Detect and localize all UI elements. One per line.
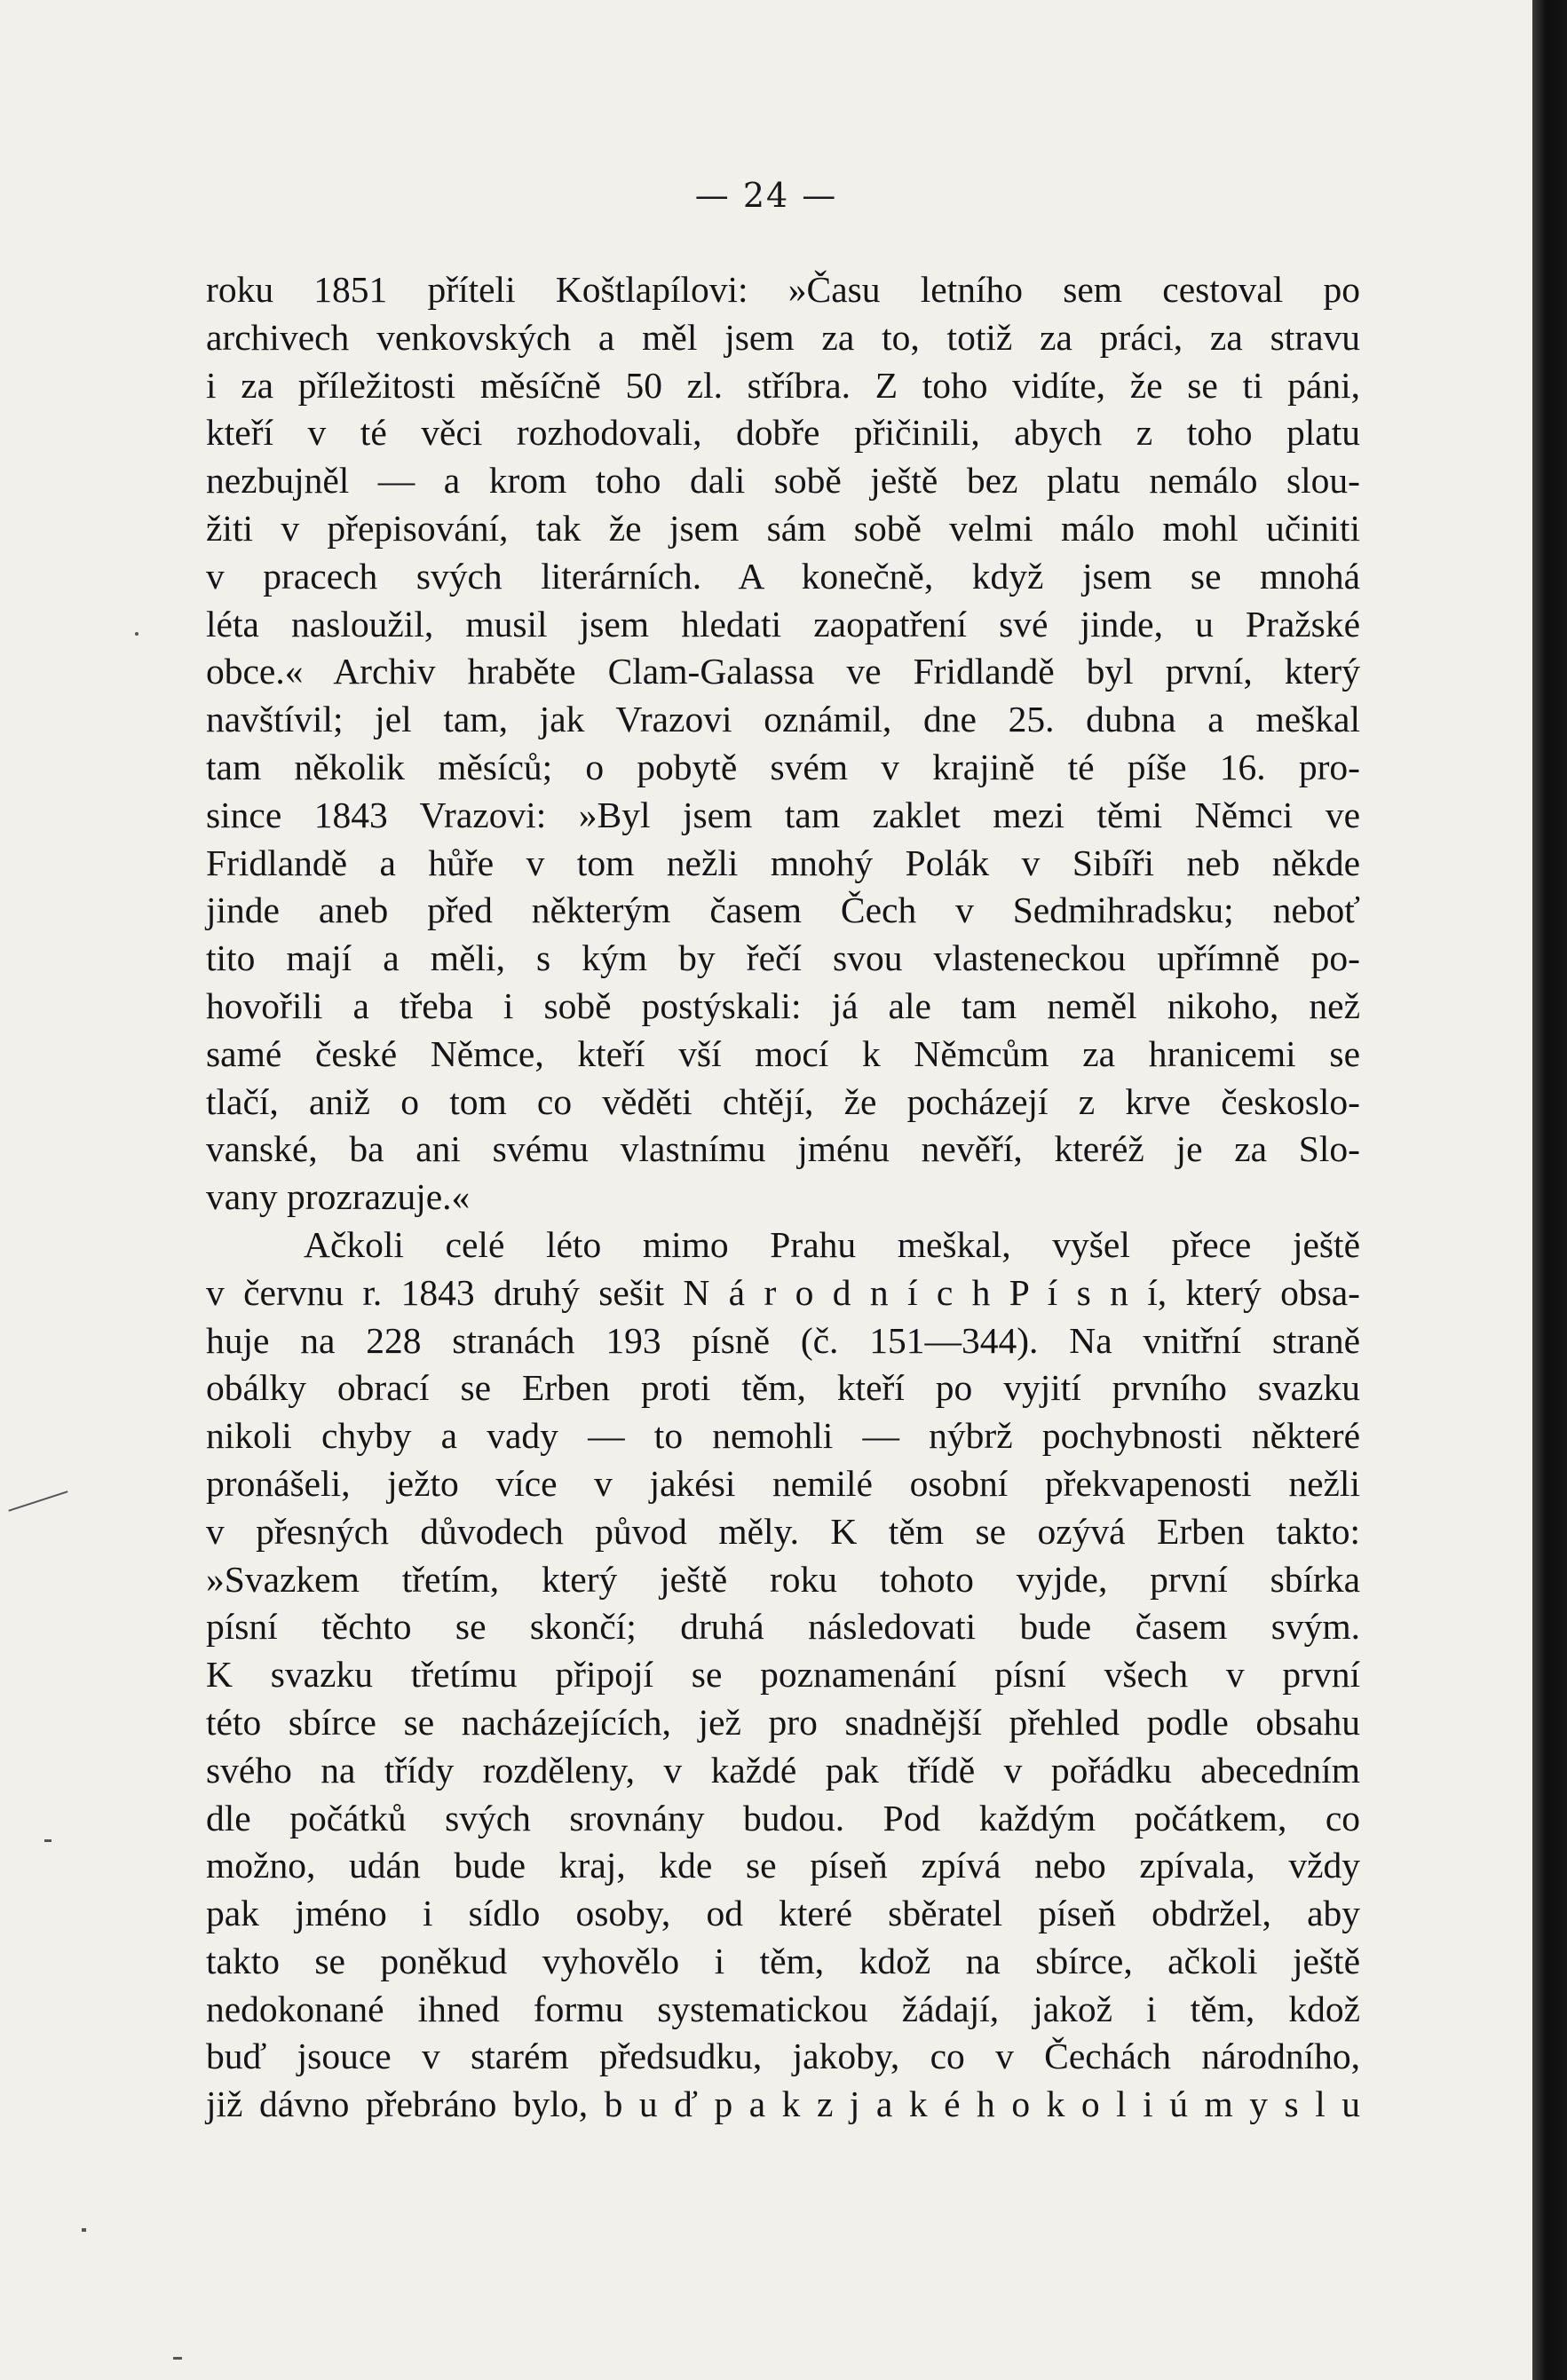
text-line: K svazku třetímu připojí se poznamenání písní všech v první (206, 1654, 1360, 1696)
text-line: svého na třídy rozděleny, v každé pak třídě v pořádku abecedním (206, 1749, 1360, 1791)
text-line: v přesných důvodech původ měly. K těm se ozývá Erben takto: (206, 1510, 1360, 1552)
text-line: léta nasloužil, musil jsem hledati zaopatření své jinde, u Pražské (206, 603, 1360, 644)
scan-scratch (8, 1490, 67, 1512)
text-line: Ačkoli celé léto mimo Prahu meškal, vyšel přece ještě (304, 1223, 1360, 1265)
text-line: již dávno přebráno bylo, b u ď p a k z j a k é h o k o l i ú m y s l u (206, 2083, 1360, 2125)
text-line: since 1843 Vrazovi: »Byl jsem tam zaklet mezi těmi Němci ve (206, 794, 1360, 835)
text-line: Fridlandě a hůře v tom nežli mnohý Polák v Sibíři neb někde (206, 842, 1360, 883)
text-line: nikoli chyby a vady — to nemohli — nýbrž pochybnosti některé (206, 1415, 1360, 1457)
text-line: v červnu r. 1843 druhý sešit N á r o d n í c h P í s n í, který obsa- (206, 1271, 1360, 1313)
text-line: i za příležitosti měsíčně 50 zl. stříbra. Z toho vidíte, že se ti páni, (206, 364, 1360, 406)
text-line: takto se poněkud vyhovělo i těm, kdož na sbírce, ačkoli ještě (206, 1940, 1360, 1981)
scan-speck (135, 632, 138, 636)
text-line: obce.« Archiv hraběte Clam-Galassa ve Fridlandě byl první, který (206, 651, 1360, 692)
text-line: roku 1851 příteli Koštlapílovi: »Času letního sem cestoval po (206, 269, 1360, 310)
text-line: žiti v přepisování, tak že jsem sám sobě velmi málo mohl učiniti (206, 507, 1360, 549)
text-line: v pracech svých literárních. A konečně, když jsem se mnohá (206, 555, 1360, 597)
scan-speck (173, 2357, 182, 2360)
text-line: kteří v té věci rozhodovali, dobře přičinili, abych z toho platu (206, 412, 1360, 454)
page-number: — 24 — (694, 176, 838, 215)
body-text (206, 266, 1360, 2129)
text-line: vany prozrazuje.« (206, 1176, 471, 1218)
text-line: pak jméno i sídlo osoby, od které sběratel píseň obdržel, aby (206, 1893, 1360, 1934)
text-line: možno, udán bude kraj, kde se píseň zpívá nebo zpívala, vždy (206, 1845, 1360, 1886)
text-line: hovořili a třeba i sobě postýskali: já ale tam neměl nikoho, než (206, 984, 1360, 1026)
text-line: tito mají a měli, s kým by řečí svou vlasteneckou upřímně po- (206, 937, 1360, 979)
text-line: dle počátků svých srovnány budou. Pod každým počátkem, co (206, 1797, 1360, 1838)
scan-border (1532, 0, 1567, 2380)
text-line: obálky obrací se Erben proti těm, kteří po vyjití prvního svazku (206, 1367, 1360, 1409)
text-line: buď jsouce v starém předsudku, jakoby, co v Čechách národního, (206, 2036, 1360, 2077)
text-line: »Svazkem třetím, který ještě roku tohoto vyjde, první sbírka (206, 1558, 1360, 1600)
text-line: samé české Němce, kteří vší mocí k Němcům za hranicemi se (206, 1032, 1360, 1074)
text-line: archivech venkovských a měl jsem za to, totiž za práci, za stravu (206, 316, 1360, 358)
text-line: huje na 228 stranách 193 písně (č. 151—344). Na vnitřní straně (206, 1319, 1360, 1361)
text-line: písní těchto se skončí; druhá následovati bude časem svým. (206, 1606, 1360, 1648)
scan-speck (44, 1839, 51, 1842)
text-line: této sbírce se nacházejících, jež pro snadnější přehled podle obsahu (206, 1701, 1360, 1743)
text-line: nezbujněl — a krom toho dali sobě ještě bez platu nemálo slou- (206, 460, 1360, 502)
text-line: tlačí, aniž o tom co věděti chtějí, že pocházejí z krve českoslo- (206, 1080, 1360, 1122)
text-line: navštívil; jel tam, jak Vrazovi oznámil, dne 25. dubna a meškal (206, 699, 1360, 740)
text-line: vanské, ba ani svému vlastnímu jménu nevěří, kteréž je za Slo- (206, 1128, 1360, 1170)
text-line: nedokonané ihned formu systematickou žádají, jakož i těm, kdož (206, 1988, 1360, 2029)
text-line: tam několik měsíců; o pobytě svém v krajině té píše 16. pro- (206, 746, 1360, 787)
text-line: jinde aneb před některým časem Čech v Sedmihradsku; neboť (206, 890, 1360, 931)
text-line: pronášeli, ježto více v jakési nemilé osobní překvapenosti nežli (206, 1462, 1360, 1504)
scan-speck (82, 2228, 86, 2232)
